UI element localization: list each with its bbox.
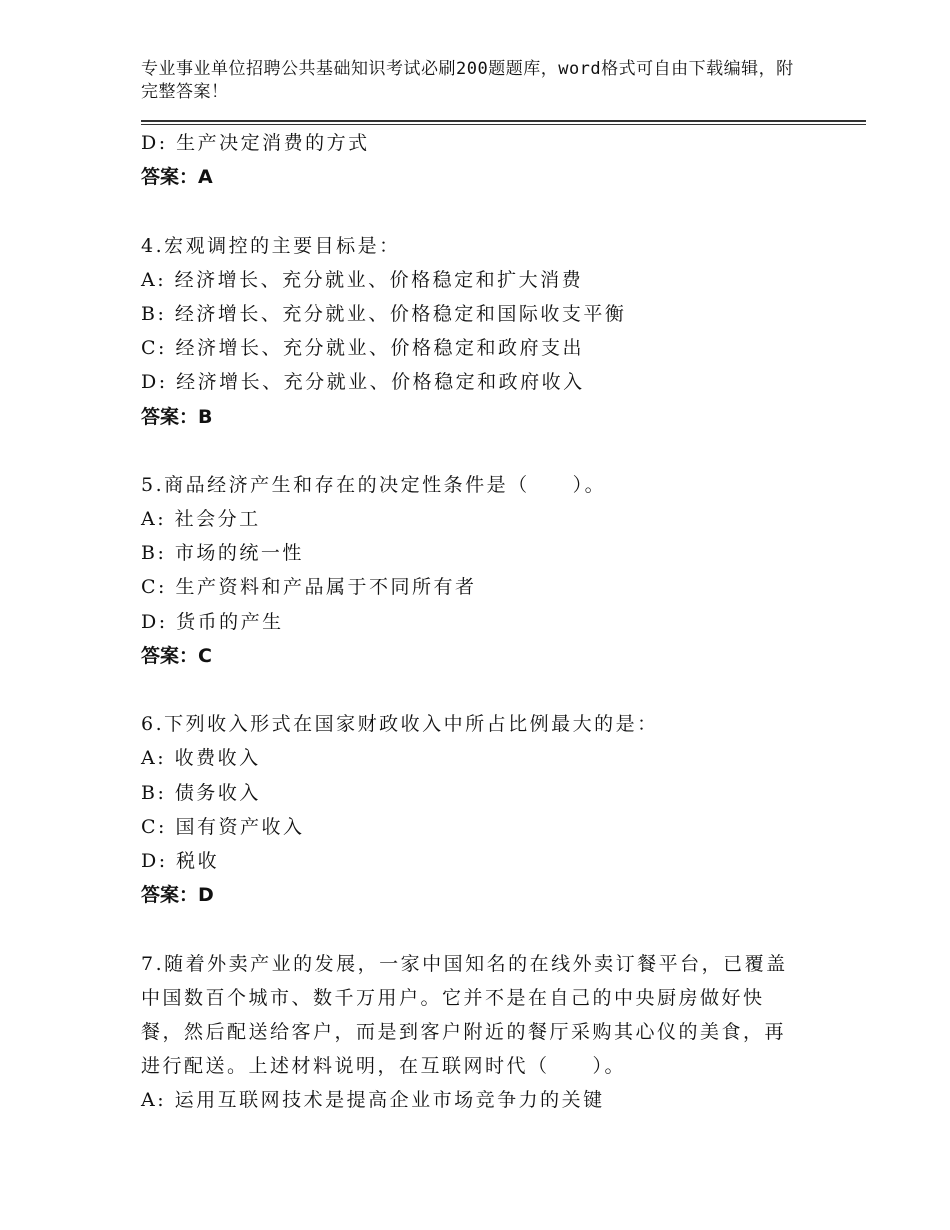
option-d: D: 生产决定消费的方式 xyxy=(141,132,370,154)
question-7 xyxy=(141,947,821,1118)
option-a: A: 运用互联网技术是提高企业市场竞争力的关键 xyxy=(141,1089,605,1112)
option-b: B: 市场的统一性 xyxy=(141,542,304,565)
question-list xyxy=(141,126,821,1118)
option-c: C: 生产资料和产品属于不同所有者 xyxy=(141,576,477,599)
option-a: A: 社会分工 xyxy=(141,508,261,531)
question-4 xyxy=(141,229,821,434)
question-5 xyxy=(141,468,821,673)
answer-label: 答案：B xyxy=(141,405,213,428)
option-b: B: 经济增长、充分就业、价格稳定和国际收支平衡 xyxy=(141,302,627,325)
question-stem: 4.宏观调控的主要目标是： xyxy=(141,234,401,257)
option-a: A: 收费收入 xyxy=(141,747,261,770)
question-stem: 6.下列收入形式在国家财政收入中所占比例最大的是： xyxy=(141,713,659,736)
header-divider-thin xyxy=(141,124,866,125)
option-c: C: 国有资产收入 xyxy=(141,815,305,838)
answer-label: 答案：D xyxy=(141,884,214,907)
answer-label: 答案：A xyxy=(141,166,213,189)
question-stem: 5.商品经济产生和存在的决定性条件是（ ）。 xyxy=(141,473,607,496)
option-c: C: 经济增长、充分就业、价格稳定和政府支出 xyxy=(141,337,584,360)
option-d: D: 货币的产生 xyxy=(141,610,284,633)
header-divider xyxy=(141,120,866,122)
option-d: D: 税收 xyxy=(141,849,220,872)
question-6 xyxy=(141,707,821,912)
option-a: A: 经济增长、充分就业、价格稳定和扩大消费 xyxy=(141,268,584,291)
question-stem: 7.随着外卖产业的发展，一家中国知名的在线外卖订餐平台，已覆盖中国数百个城市、数千万用户。它并不是在自己的中央厨房做好快餐，然后配送给客户，而是到客户附近的餐厅采购其心仪的美食，再进行配送。上述材料说明，在互联网时代（ ）。 xyxy=(141,952,788,1078)
option-b: B: 债务收入 xyxy=(141,781,261,804)
answer-label: 答案：C xyxy=(141,644,212,667)
document-header xyxy=(141,58,801,104)
header-title: 专业事业单位招聘公共基础知识考试必刷200题题库，word格式可自由下载编辑，附完整答案！ xyxy=(141,59,794,102)
option-d: D: 经济增长、充分就业、价格稳定和政府收入 xyxy=(141,371,585,394)
